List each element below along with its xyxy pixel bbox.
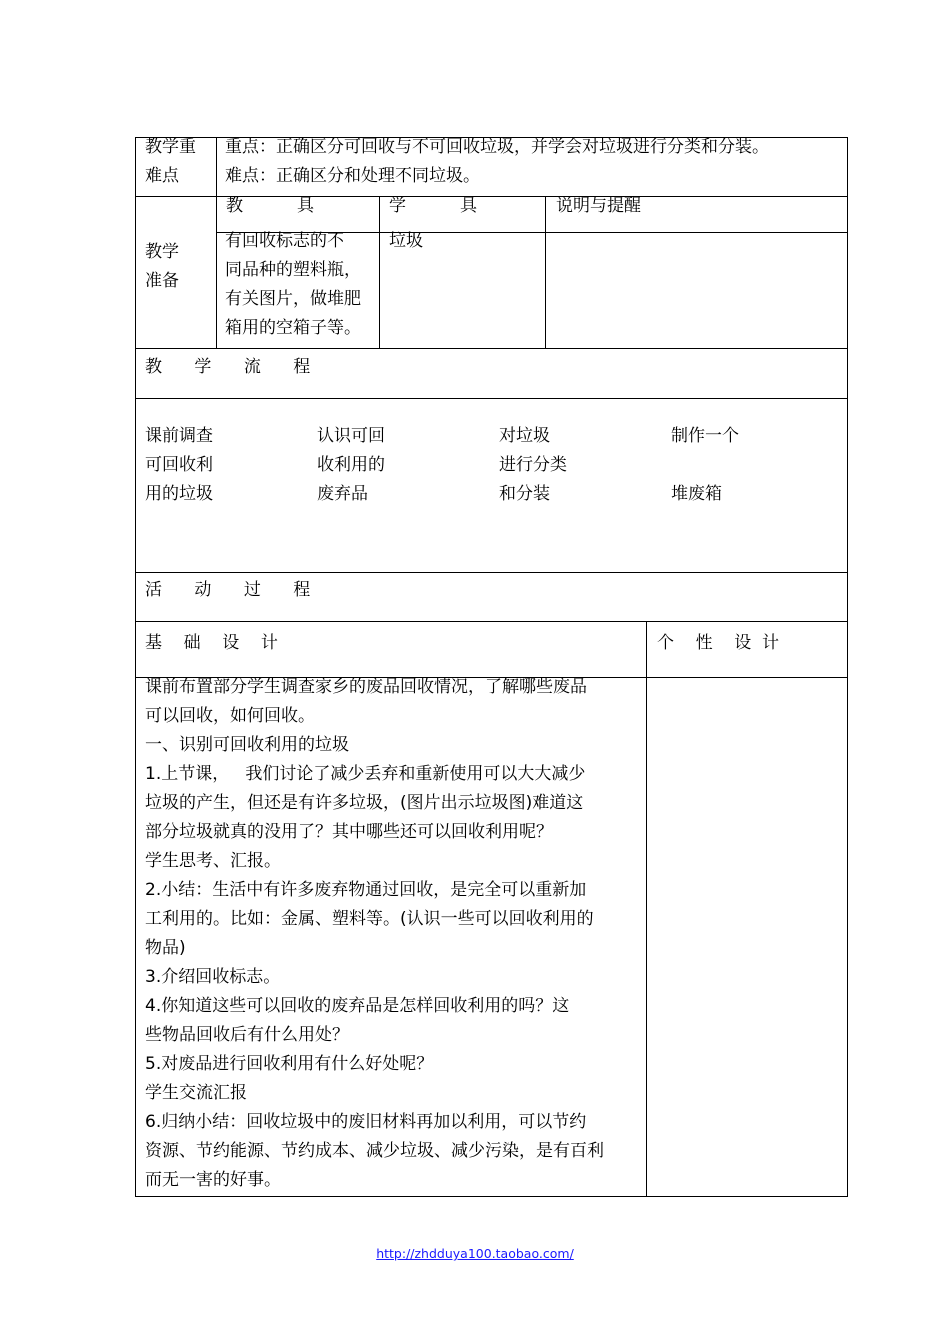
activity-line: 学生思考、汇报。 [145, 851, 281, 871]
activity-line: 5.对废品进行回收利用有什么好处呢？ [145, 1054, 434, 1074]
flow-step-1-line-1: 课前调查 [145, 426, 213, 446]
activity-line: 资源、节约能源、节约成本、减少垃圾、减少污染，是有百利 [145, 1141, 604, 1161]
prep-student-header: 学 具 [389, 196, 478, 216]
flow-step-3-line-3: 和分装 [499, 484, 550, 504]
prep-teacher-item-1: 有回收标志的不 [225, 231, 344, 251]
flow-step-3-line-2: 进行分类 [499, 455, 567, 475]
flow-steps-cell [135, 398, 848, 573]
activity-line: 学生交流汇报 [145, 1083, 247, 1103]
prep-teacher-item-4: 箱用的空箱子等。 [225, 318, 361, 338]
personal-design-content-cell [646, 677, 848, 1197]
activity-line: 物品) [145, 938, 186, 958]
flow-step-2-line-3: 废弃品 [317, 484, 368, 504]
focus-key-point: 重点：正确区分可回收与不可回收垃圾，并学会对垃圾进行分类和分装。 [225, 137, 769, 157]
prep-student-item-1: 垃圾 [389, 231, 423, 251]
activity-line: 些物品回收后有什么用处？ [145, 1025, 349, 1045]
activity-body [145, 673, 645, 1195]
activity-line: 可以回收，如何回收。 [145, 706, 315, 726]
activity-line: 1.上节课， 我们讨论了减少丢弃和重新使用可以大大减少 [145, 764, 586, 784]
activity-line: 3.介绍回收标志。 [145, 967, 281, 987]
activity-line: 6.归纳小结：回收垃圾中的废旧材料再加以利用，可以节约 [145, 1112, 587, 1132]
basic-design-header: 基 础 设 计 [145, 633, 278, 653]
focus-label-line-2: 难点 [145, 166, 179, 186]
prep-teacher-header: 教 具 [226, 196, 315, 216]
activity-title: 活 动 过 程 [145, 580, 311, 600]
prep-label-line-1: 教学 [145, 242, 179, 262]
activity-line: 部分垃圾就真的没用了？其中哪些还可以回收利用呢？ [145, 822, 553, 842]
flow-step-3-line-1: 对垃圾 [499, 426, 550, 446]
prep-teacher-item-2: 同品种的塑料瓶， [225, 260, 361, 280]
flow-step-4-line-3: 堆废箱 [671, 484, 722, 504]
prep-label-line-2: 准备 [145, 271, 179, 291]
footer-url-link[interactable]: http://zhdduya100.taobao.com/ [376, 1246, 574, 1261]
prep-teacher-item-3: 有关图片，做堆肥 [225, 289, 361, 309]
flow-title: 教 学 流 程 [145, 357, 311, 377]
activity-line: 2.小结：生活中有许多废弃物通过回收，是完全可以重新加 [145, 880, 587, 900]
flow-step-2-line-2: 收利用的 [317, 455, 385, 475]
focus-label-line-1: 教学重 [145, 137, 196, 157]
activity-line: 垃圾的产生，但还是有许多垃圾，(图片出示垃圾图)难道这 [145, 793, 584, 813]
activity-line: 一、识别可回收利用的垃圾 [145, 735, 349, 755]
prep-notes-header: 说明与提醒 [556, 196, 641, 216]
personal-design-header: 个 性 设 计 [657, 633, 780, 653]
focus-difficulty: 难点：正确区分和处理不同垃圾。 [225, 166, 480, 186]
flow-step-1-line-3: 用的垃圾 [145, 484, 213, 504]
flow-step-2-line-1: 认识可回 [317, 426, 385, 446]
flow-step-4-line-1: 制作一个 [671, 426, 739, 446]
flow-step-1-line-2: 可回收利 [145, 455, 213, 475]
activity-line: 4.你知道这些可以回收的废弃品是怎样回收利用的吗？这 [145, 996, 570, 1016]
activity-line: 工利用的。比如：金属、塑料等。(认识一些可以回收利用的 [145, 909, 594, 929]
prep-notes-cell [545, 232, 848, 349]
activity-line: 课前布置部分学生调查家乡的废品回收情况，了解哪些废品 [145, 677, 587, 697]
activity-line: 而无一害的好事。 [145, 1170, 281, 1190]
